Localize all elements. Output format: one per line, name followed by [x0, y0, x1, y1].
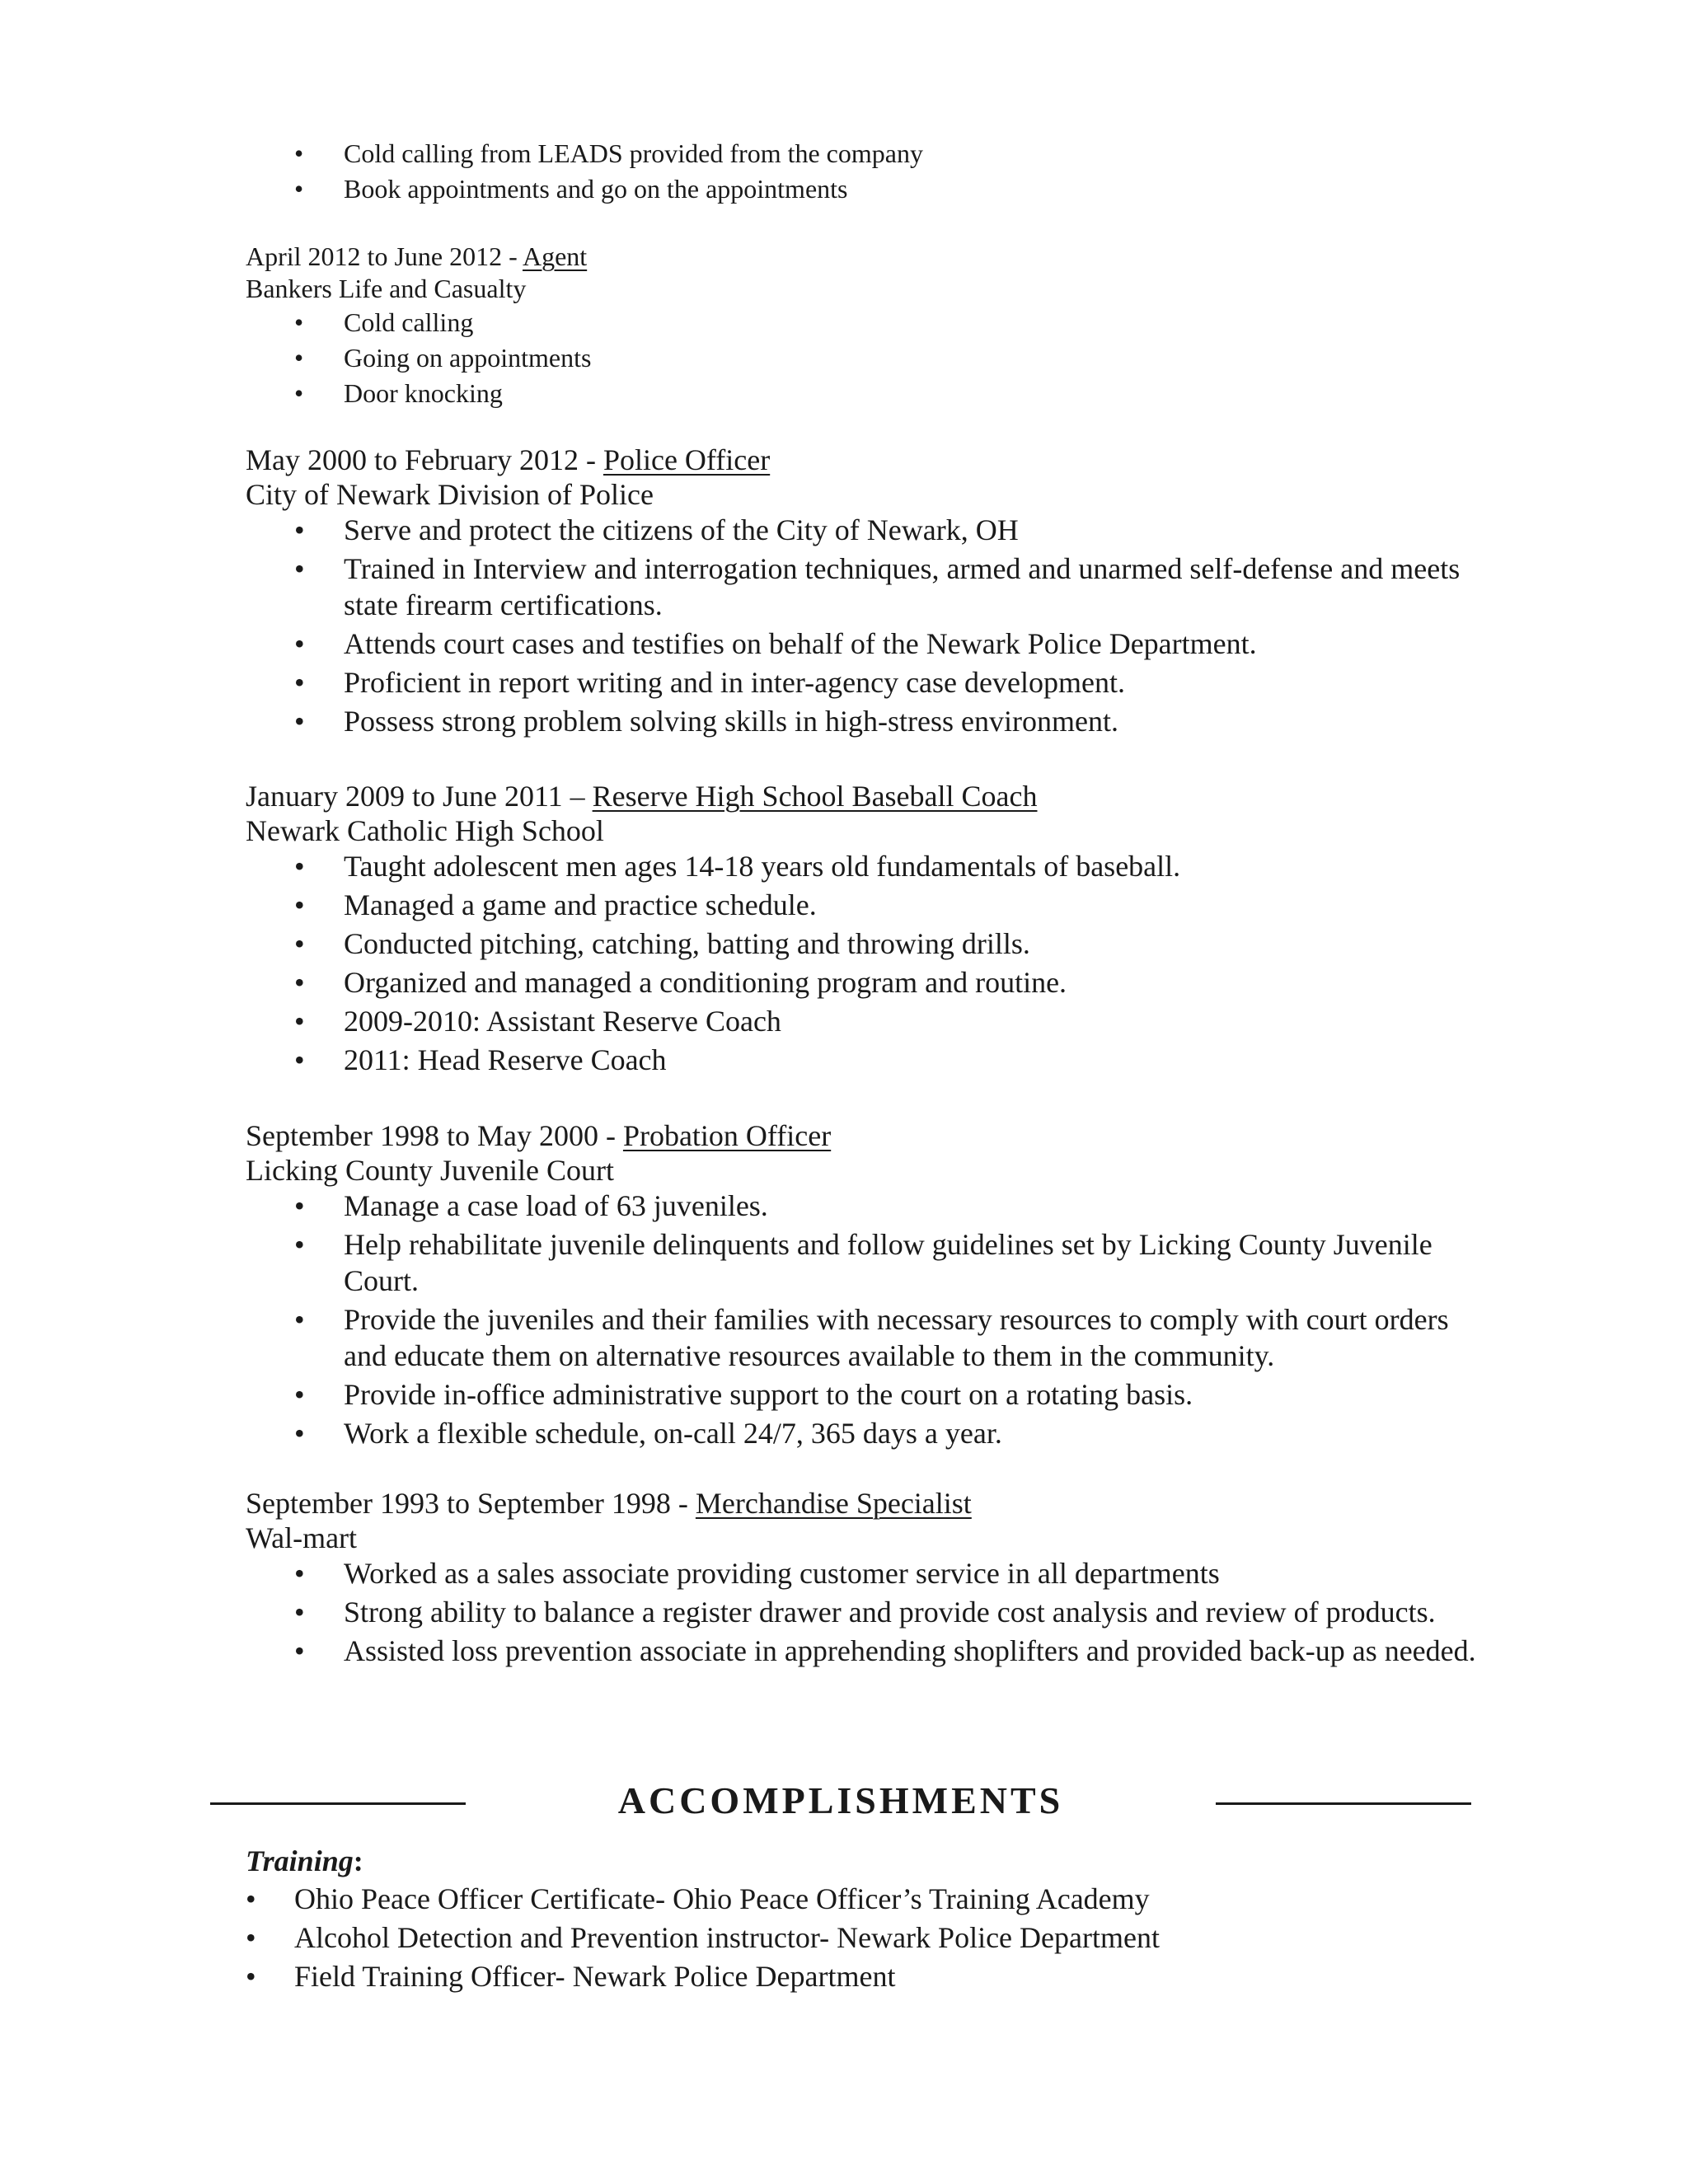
list-item: • Trained in Interview and interrogation techniques, armed and unarmed self-defense and meets state firearm certifications.	[294, 552, 1461, 621]
list-item: • 2011: Head Reserve Coach	[294, 1043, 667, 1076]
list-item: • Serve and protect the citizens of the City of Newark, OH	[294, 513, 1019, 546]
list-item: • Alcohol Detection and Prevention instructor- Newark Police Department	[246, 1919, 1482, 1957]
training-section	[246, 1842, 1482, 1996]
job-entry-merchandise-specialist	[246, 1486, 1498, 1671]
bullet-icon: •	[294, 1634, 305, 1667]
bullet-icon: •	[294, 343, 304, 373]
list-item: • Strong ability to balance a register drawer and provide cost analysis and review of products.	[294, 1596, 1436, 1629]
list-item: • Proficient in report writing and in inter-agency case development.	[294, 666, 1125, 699]
list-item: • Ohio Peace Officer Certificate- Ohio Peace Officer’s Training Academy	[246, 1880, 1482, 1919]
previous-job-bullets	[246, 136, 1482, 207]
list-item: • Taught adolescent men ages 14-18 years old fundamentals of baseball.	[294, 850, 1181, 883]
job-employer: Bankers Life and Casualty	[246, 274, 527, 303]
bullet-icon: •	[294, 705, 305, 738]
list-item: • Assisted loss prevention associate in apprehending shoplifters and provided back-up as needed.	[294, 1634, 1476, 1667]
job-employer: City of Newark Division of Police	[246, 478, 654, 511]
list-item: • Conducted pitching, catching, batting and throwing drills.	[294, 927, 1030, 960]
job-title: Police Officer	[603, 443, 771, 476]
bullet-icon: •	[294, 627, 305, 660]
section-heading: ACCOMPLISHMENTS	[617, 1779, 1064, 1821]
accomplishments-section-header	[210, 1772, 1471, 1830]
list-item: • Going on appointments	[246, 340, 1498, 376]
bullet-icon: •	[294, 307, 304, 337]
bullet-icon: •	[294, 1417, 305, 1450]
bullet-icon: •	[294, 1005, 305, 1038]
list-item: • Manage a case load of 63 juveniles.	[294, 1189, 768, 1222]
list-item: • Door knocking	[246, 376, 1498, 411]
job-header	[246, 443, 1498, 477]
job-dates: April 2012 to June 2012 -	[246, 241, 523, 271]
list-item: • Work a flexible schedule, on-call 24/7, 365 days a year.	[294, 1417, 1002, 1450]
job-title: Merchandise Specialist	[695, 1487, 972, 1520]
list-item: • Managed a game and practice schedule.	[294, 888, 817, 921]
list-item: • Provide the juveniles and their families with necessary resources to comply with court orders and educate them on alternative resources available to them in the community.	[294, 1303, 1449, 1372]
job-entry-police-officer	[246, 443, 1498, 742]
heading-rule-right	[1216, 1802, 1471, 1805]
bullet-icon: •	[294, 1189, 305, 1222]
bullet-icon: •	[294, 850, 305, 883]
bullet-icon: •	[294, 174, 304, 204]
job-dates: September 1998 to May 2000 -	[246, 1119, 623, 1152]
list-item: • Cold calling from LEADS provided from the company	[246, 136, 1482, 171]
bullet-icon: •	[294, 1043, 305, 1076]
job-entry-agent	[246, 241, 1498, 411]
list-item: • Book appointments and go on the appointments	[246, 171, 1482, 207]
job-header	[246, 241, 1498, 273]
bullet-icon: •	[294, 966, 305, 999]
bullet-icon: •	[294, 927, 305, 960]
job-dates: January 2009 to June 2011 –	[246, 780, 593, 813]
list-item: • Worked as a sales associate providing customer service in all departments	[294, 1557, 1220, 1590]
bullet-icon: •	[294, 1303, 305, 1336]
bullet-icon: •	[294, 552, 305, 585]
bullet-icon: •	[294, 1557, 305, 1590]
bullet-icon: •	[294, 138, 304, 168]
list-item: • Possess strong problem solving skills in high-stress environment.	[294, 705, 1118, 738]
bullet-icon: •	[246, 1882, 256, 1915]
bullet-icon: •	[294, 1228, 305, 1261]
list-item: • 2009-2010: Assistant Reserve Coach	[294, 1005, 781, 1038]
job-header	[246, 1486, 1498, 1521]
list-item: • Field Training Officer- Newark Police Department	[246, 1957, 1482, 1996]
job-header	[246, 1118, 1498, 1153]
job-entry-baseball-coach	[246, 779, 1498, 1080]
list-item: • Organized and managed a conditioning program and routine.	[294, 966, 1067, 999]
job-title: Reserve High School Baseball Coach	[592, 780, 1038, 813]
bullet-icon: •	[294, 1596, 305, 1629]
job-dates: May 2000 to February 2012 -	[246, 443, 603, 476]
bullet-icon: •	[294, 378, 304, 408]
bullet-icon: •	[294, 1378, 305, 1411]
bullet-icon: •	[246, 1960, 256, 1993]
list-item: • Provide in-office administrative support to the court on a rotating basis.	[294, 1378, 1193, 1411]
list-item: • Cold calling	[246, 305, 1498, 340]
job-dates: September 1993 to September 1998 -	[246, 1487, 696, 1520]
job-header	[246, 779, 1498, 813]
bullet-icon: •	[246, 1921, 256, 1954]
bullet-icon: •	[294, 666, 305, 699]
bullet-icon: •	[294, 888, 305, 921]
list-item: • Help rehabilitate juvenile delinquents and follow guidelines set by Licking County Juvenile Court.	[294, 1228, 1432, 1297]
training-label: Training:	[246, 1844, 363, 1877]
job-title: Agent	[522, 241, 588, 271]
job-entry-probation-officer	[246, 1118, 1498, 1454]
job-employer: Wal-mart	[246, 1521, 358, 1554]
job-employer: Licking County Juvenile Court	[246, 1154, 614, 1187]
job-employer: Newark Catholic High School	[246, 814, 604, 847]
bullet-icon: •	[294, 513, 305, 546]
list-item: • Attends court cases and testifies on behalf of the Newark Police Department.	[294, 627, 1257, 660]
job-title: Probation Officer	[622, 1119, 832, 1152]
